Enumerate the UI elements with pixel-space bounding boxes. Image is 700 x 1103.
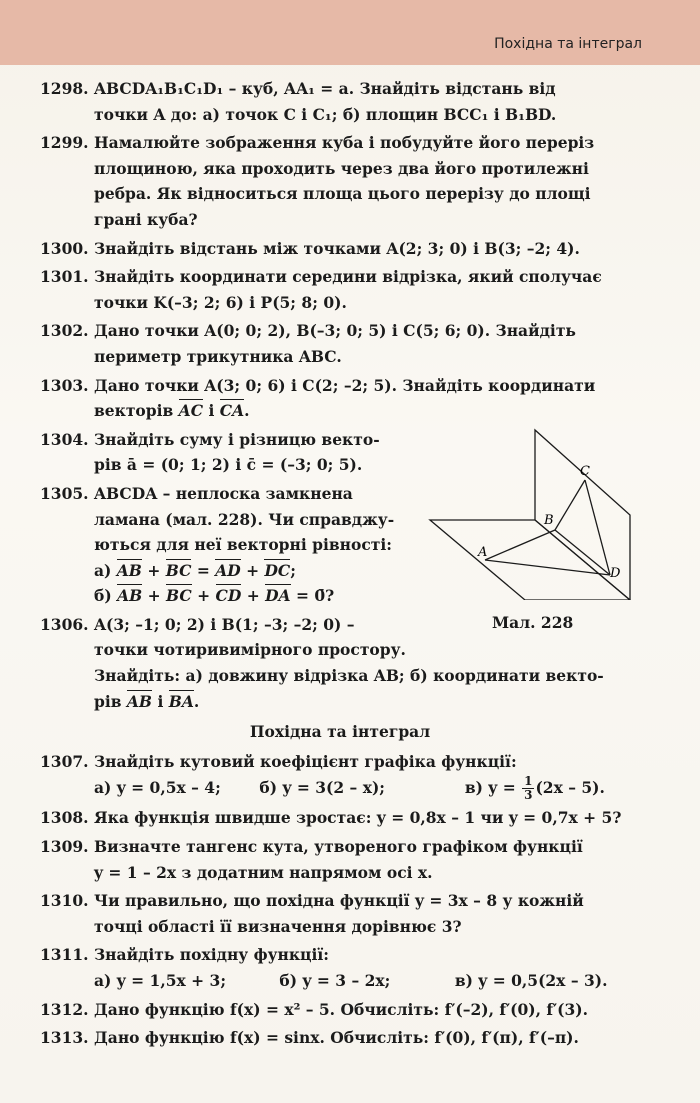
problem-1310 xyxy=(40,888,640,939)
problem-1299 xyxy=(40,130,640,232)
vector: AB xyxy=(127,689,152,715)
problem-number: 1305. xyxy=(40,483,89,503)
option-c: в) y = 0,5(2x – 3). xyxy=(454,970,608,990)
option-a: а) y = 0,5x – 4; xyxy=(94,777,221,797)
vector: BA xyxy=(169,689,194,715)
section-title: Похідна та інтеграл xyxy=(249,722,431,742)
problem-text: Дано точки A(0; 0; 2), B(–3; 0; 5) і C(5; 6; 0). Знайдіть xyxy=(94,321,576,341)
problem-text: y = 1 – 2x з додатним напрямом осі x. xyxy=(94,862,433,882)
label-c: C xyxy=(580,464,590,479)
vector: DC xyxy=(264,558,290,584)
problem-1298 xyxy=(40,76,640,127)
problem-text: Знайдіть: а) довжину відрізка AB; б) координати векто- xyxy=(94,666,604,686)
problem-1303 xyxy=(40,373,640,424)
text: (2x – 5). xyxy=(535,777,605,797)
vector: AB xyxy=(117,558,142,584)
problem-1312 xyxy=(40,997,640,1023)
problem-text: Намалюйте зображення куба і побудуйте його переріз xyxy=(94,133,595,153)
problem-text: Знайдіть кутовий коефіцієнт графіка функції: xyxy=(94,752,517,772)
vector: AB xyxy=(117,583,142,609)
problem-1311 xyxy=(40,942,640,993)
text: + xyxy=(240,560,265,580)
problem-number: 1304. xyxy=(40,429,89,449)
segment-bc xyxy=(555,480,585,530)
problem-text: A(3; –1; 0; 2) і B(1; –3; –2; 0) – xyxy=(94,614,355,634)
fraction xyxy=(522,775,534,802)
problem-text: Дано функцію f(x) = sinx. Обчисліть: f′(0), f′(π), f′(–π). xyxy=(94,1028,579,1048)
problem-number: 1301. xyxy=(40,267,89,287)
problem-text: ребра. Як відноситься площа цього перерізу до площі xyxy=(94,184,591,204)
plane-lower xyxy=(430,520,630,600)
text: + xyxy=(241,586,266,606)
problem-text: точці області її визначення дорівнює 3? xyxy=(94,916,462,936)
problem-text: грані куба? xyxy=(94,209,198,229)
text: = 0̄? xyxy=(290,586,335,606)
problem-1300 xyxy=(40,236,640,262)
problem-number: 1313. xyxy=(40,1028,89,1048)
option-c xyxy=(465,775,605,803)
problem-1304 xyxy=(40,427,424,478)
vector: CA xyxy=(220,398,244,424)
text: векторів xyxy=(94,401,179,421)
problem-text: Дано функцію f(x) = x² – 5. Обчисліть: f′(–2), f′(0), f′(3). xyxy=(94,999,589,1019)
text: + xyxy=(191,586,216,606)
option-b: б) y = 3 – 2x; xyxy=(279,970,391,990)
text: . xyxy=(244,401,250,421)
problem-text-line xyxy=(94,689,640,715)
option-a: а) y = 1,5x + 3; xyxy=(94,970,227,990)
problem-number: 1306. xyxy=(40,614,89,634)
problem-text: периметр трикутника ABC. xyxy=(94,346,342,366)
text: + xyxy=(142,586,166,606)
problem-number: 1303. xyxy=(40,375,89,395)
equation-a xyxy=(94,558,424,584)
problem-number: 1298. xyxy=(40,79,89,98)
problem-text: ламана (мал. 228). Чи справджу- xyxy=(94,509,395,529)
vector: BC xyxy=(166,583,192,609)
figure-caption: Мал. 228 xyxy=(492,613,574,632)
problem-text: рів ā = (0; 1; 2) і c̄ = (–3; 0; 5). xyxy=(94,455,363,475)
problem-text: точки A до: а) точок C і C₁; б) площин BCC₁ і B₁BD. xyxy=(94,104,557,124)
problem-number: 1312. xyxy=(40,999,89,1019)
problem-text: Визначте тангенс кута, утвореного графіком функції xyxy=(94,836,583,856)
problem-text: Знайдіть похідну функції: xyxy=(94,945,329,965)
problem-text: точки чотиривимірного простору. xyxy=(94,640,406,660)
options xyxy=(94,775,640,803)
problem-text: площиною, яка проходить через два його протилежні xyxy=(94,158,589,178)
vector: CD xyxy=(216,583,242,609)
options xyxy=(94,968,640,994)
problem-text: точки K(–3; 2; 6) і P(5; 8; 0). xyxy=(94,292,347,312)
vector: AC xyxy=(179,398,203,424)
problem-1305 xyxy=(40,481,424,609)
header-title: Похідна та інтеграл xyxy=(494,36,642,52)
denominator: 3 xyxy=(524,788,533,803)
text: а) xyxy=(94,560,117,580)
problem-text: Дано точки A(3; 0; 6) і C(2; –2; 5). Знайдіть координати xyxy=(94,375,596,395)
label-b: B xyxy=(544,513,554,528)
problem-1302 xyxy=(40,318,640,369)
text: в) y = xyxy=(464,777,522,797)
problem-number: 1307. xyxy=(40,752,89,772)
segment-bd xyxy=(555,530,610,575)
text: . xyxy=(193,691,200,711)
problem-number: 1309. xyxy=(40,836,89,856)
problem-text: Чи правильно, що похідна функції y = 3x – 8 у кожній xyxy=(94,891,584,911)
vector: BC xyxy=(166,558,192,584)
problem-number: 1308. xyxy=(40,808,89,828)
problem-number: 1302. xyxy=(40,321,89,341)
problem-1301 xyxy=(40,264,640,315)
numerator: 1 xyxy=(524,774,533,789)
problem-number: 1299. xyxy=(40,133,89,153)
text: + xyxy=(141,560,166,580)
problem-text: Яка функція швидше зростає: y = 0,8x – 1 чи y = 0,7x + 5? xyxy=(94,808,622,828)
text: ; xyxy=(290,560,296,580)
problem-1309 xyxy=(40,834,640,885)
problem-text: ABCDA – неплоска замкнена xyxy=(94,483,353,503)
text: рів xyxy=(94,691,127,711)
label-a: A xyxy=(478,545,488,560)
problem-number: 1310. xyxy=(40,891,89,911)
problem-text: Знайдіть координати середини відрізка, який сполучає xyxy=(94,267,602,287)
problem-1308 xyxy=(40,805,640,831)
problem-text: ються для неї векторні рівності: xyxy=(94,535,392,555)
page-header xyxy=(0,0,700,65)
text: і xyxy=(152,691,169,711)
text: = xyxy=(191,560,216,580)
problem-text: ABCDA₁B₁C₁D₁ – куб, AA₁ = a. Знайдіть відстань від xyxy=(94,79,556,98)
problem-number: 1311. xyxy=(40,945,89,965)
problem-1313 xyxy=(40,1025,640,1051)
figure-228 xyxy=(420,420,635,600)
text: б) xyxy=(94,586,118,606)
segment-ab xyxy=(485,530,555,560)
label-d: D xyxy=(610,566,621,581)
option-b: б) y = 3(2 – x); xyxy=(259,777,386,797)
equation-b xyxy=(94,583,424,609)
vector: AD xyxy=(215,558,240,584)
vector: DA xyxy=(265,583,290,609)
problem-number: 1300. xyxy=(40,238,89,258)
problem-text: Знайдіть відстань між точками A(2; 3; 0) і B(3; –2; 4). xyxy=(94,238,580,258)
problem-text: Знайдіть суму і різницю векто- xyxy=(94,429,380,449)
problem-1307 xyxy=(40,749,640,802)
text: і xyxy=(203,401,220,421)
